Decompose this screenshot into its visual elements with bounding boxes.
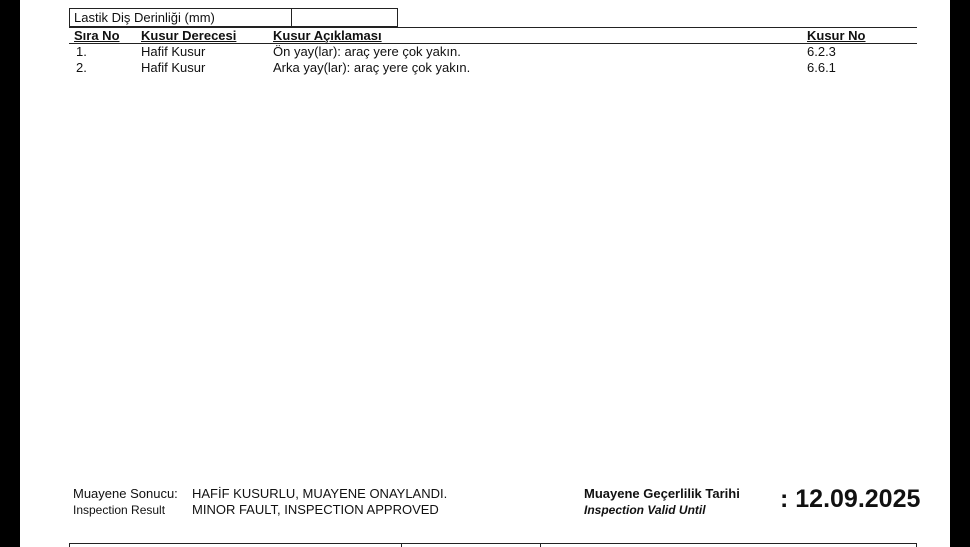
tread-depth-value bbox=[292, 9, 397, 26]
validity-label-tr: Muayene Geçerlilik Tarihi bbox=[584, 486, 740, 501]
footer-table-border bbox=[916, 543, 917, 547]
header-defect-description: Kusur Açıklaması bbox=[273, 28, 382, 43]
row-defect-degree: Hafif Kusur bbox=[141, 60, 206, 75]
header-order-no: Sıra No bbox=[74, 28, 120, 43]
tread-depth-label: Lastik Diş Derinliği (mm) bbox=[70, 9, 292, 26]
inspection-result-label-tr: Muayene Sonucu: bbox=[73, 486, 178, 501]
footer-table-rule bbox=[69, 543, 917, 544]
row-defect-degree: Hafif Kusur bbox=[141, 44, 206, 59]
inspection-report-page bbox=[20, 0, 950, 547]
row-order-no: 2. bbox=[76, 60, 87, 75]
row-defect-description: Ön yay(lar): araç yere çok yakın. bbox=[273, 44, 461, 59]
header-defect-no: Kusur No bbox=[807, 28, 866, 43]
row-defect-no: 6.6.1 bbox=[807, 60, 836, 75]
inspection-result-label-en: Inspection Result bbox=[73, 503, 166, 517]
defects-table-header bbox=[20, 28, 950, 43]
row-defect-no: 6.2.3 bbox=[807, 44, 836, 59]
inspection-result-block bbox=[73, 486, 447, 518]
row-defect-description: Arka yay(lar): araç yere çok yakın. bbox=[273, 60, 471, 75]
validity-date: : 12.09.2025 bbox=[780, 485, 921, 513]
footer-table-border bbox=[69, 543, 70, 547]
validity-label-block bbox=[584, 486, 740, 518]
header-defect-degree: Kusur Derecesi bbox=[141, 28, 237, 43]
inspection-result-value-tr: HAFİF KUSURLU, MUAYENE ONAYLANDI. bbox=[192, 486, 448, 501]
row-order-no: 1. bbox=[76, 44, 87, 59]
validity-label-en: Inspection Valid Until bbox=[584, 503, 706, 517]
tread-depth-box bbox=[69, 8, 398, 27]
footer-table-border bbox=[401, 543, 402, 547]
inspection-result-value-en: MINOR FAULT, INSPECTION APPROVED bbox=[192, 502, 439, 517]
inspection-result-tr bbox=[73, 486, 447, 502]
table-row bbox=[20, 60, 950, 75]
inspection-result-en bbox=[73, 502, 447, 518]
table-row bbox=[20, 44, 950, 59]
footer-table-border bbox=[540, 543, 541, 547]
